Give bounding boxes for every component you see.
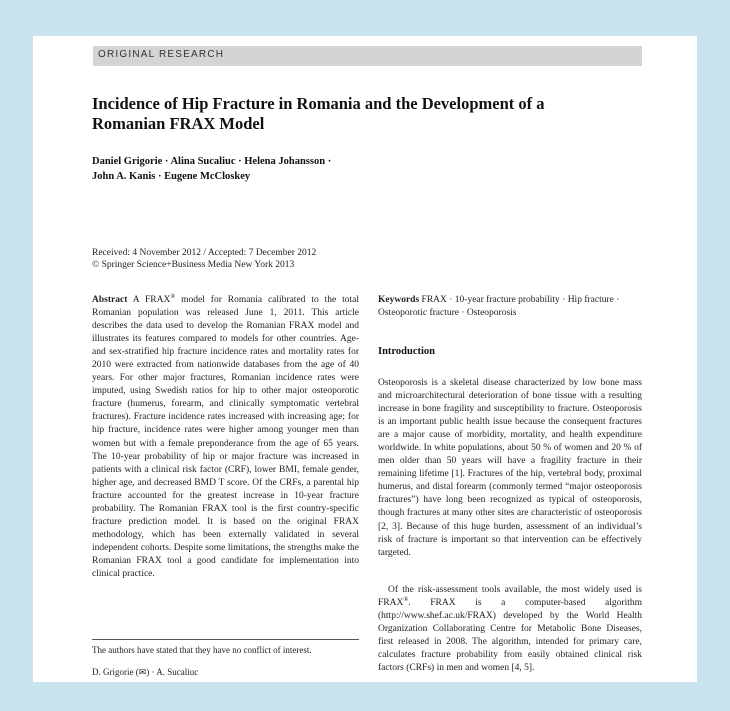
abstract-text: model for Romania calibrated to the total Romanian population was released June 1, 2011. This article describes the data used to develop the Romanian FRAX model and illustrates its features compared to models for other countries. Age- and sex-stratified hip fracture incidence rates and mortality rates for 2010 were extracted from nationwide databases from the age of 40 years. For other major fractures, Romanian incidence rates were imputed, using Swedish ratios for hip to other major osteoporotic fracture (humerus, forearm, and clinically symptomatic vertebral fractures). Fracture incidence rates increased with increasing age; for hip fracture, incidence rates were higher among younger men than women but with a female preponderance from the age of 65 years. The 10-year probability of hip or major fracture was increased in patients with a clinical risk factor (CRF), lower BMI, female gender, higher age, and decreased BMD T score. Of the CRFs, a parental hip fracture accounted for the greatest increase in 10-year fracture probability. The Romanian FRAX tool is the first country-specific fracture prediction model. It is based on the original FRAX methodology, which has been externally validated in several independent cohorts. Despite some limitations, the strengths make the Romanian FRAX tool a good candidate for implementation into clinical practice. [92, 295, 359, 579]
abstract-label: Abstract [92, 295, 128, 305]
publication-dates [92, 247, 492, 271]
keywords-label: Keywords [378, 295, 420, 305]
correspondence-note: D. Grigorie (✉) · A. Sucaliuc [92, 667, 199, 677]
introduction-paragraph-1: Osteoporosis is a skeletal disease characterized by low bone mass and microarchitectural deterioration of bone tissue with a resulting increase in bone fragility and susceptibility to fracture. Osteoporosis is an important public health issue because the consequent fractures are a major cause of morbidity, mortality, and health expenditure worldwide. In white populations, about 50 % of women and 20 % of men older than 50 years will have a fragility fracture in their remaining lifetime [1]. Fractures of the hip, vertebral body, proximal humerus, and distal forearm (commonly termed “major osteoporosis fractures”) have long been recognized as typical of osteoporosis, though fractures at many other sites are characteristic of osteoporosis [2, 3]. Because of this huge burden, assessment of an individual’s risk of fracture is important so that intervention can be effectively targeted. [378, 378, 642, 558]
author-line-2: John A. Kanis · Eugene McCloskey [92, 171, 251, 182]
registered-mark-2: ® [403, 595, 409, 603]
p2-text: . FRAX is a computer-based algorithm (http://www.shef.ac.uk/FRAX) developed by the World Health Organization Collaborating Centre for Metabolic Bone Diseases, first released in 2008. The algorithm, intended for primary care, calculates fracture probability from easily obtained clinical risk factors (CRFs) in men and women [4, 5]. [378, 598, 642, 674]
article-page [33, 36, 697, 682]
section-label: ORIGINAL RESEARCH [98, 49, 225, 60]
keywords-block [378, 294, 640, 320]
author-list [92, 154, 492, 184]
conflict-of-interest-note: The authors have stated that they have no conflict of interest. [92, 645, 312, 655]
introduction-paragraph-2 [378, 584, 642, 675]
author-line-1: Daniel Grigorie · Alina Sucaliuc · Helena Johansson · [92, 156, 332, 167]
section-header-bar [93, 46, 642, 66]
article-title: Incidence of Hip Fracture in Romania and the Development of a Romanian FRAX Model [92, 94, 545, 133]
abstract-paragraph [92, 294, 359, 581]
received-accepted-dates: Received: 4 November 2012 / Accepted: 7 December 2012 [92, 248, 317, 258]
keywords-text: FRAX · 10-year fracture probability · Hip fracture · Osteoporotic fracture · Osteoporosis [378, 295, 620, 318]
introduction-heading: Introduction [378, 346, 435, 357]
abstract-text-start: A FRAX [132, 295, 171, 305]
registered-mark: ® [170, 292, 176, 300]
footnote-divider [92, 639, 359, 640]
copyright-notice: © Springer Science+Business Media New York 2013 [92, 260, 295, 270]
p2-text-start: Of the risk-assessment tools available, the most widely used is FRAX [378, 585, 642, 609]
